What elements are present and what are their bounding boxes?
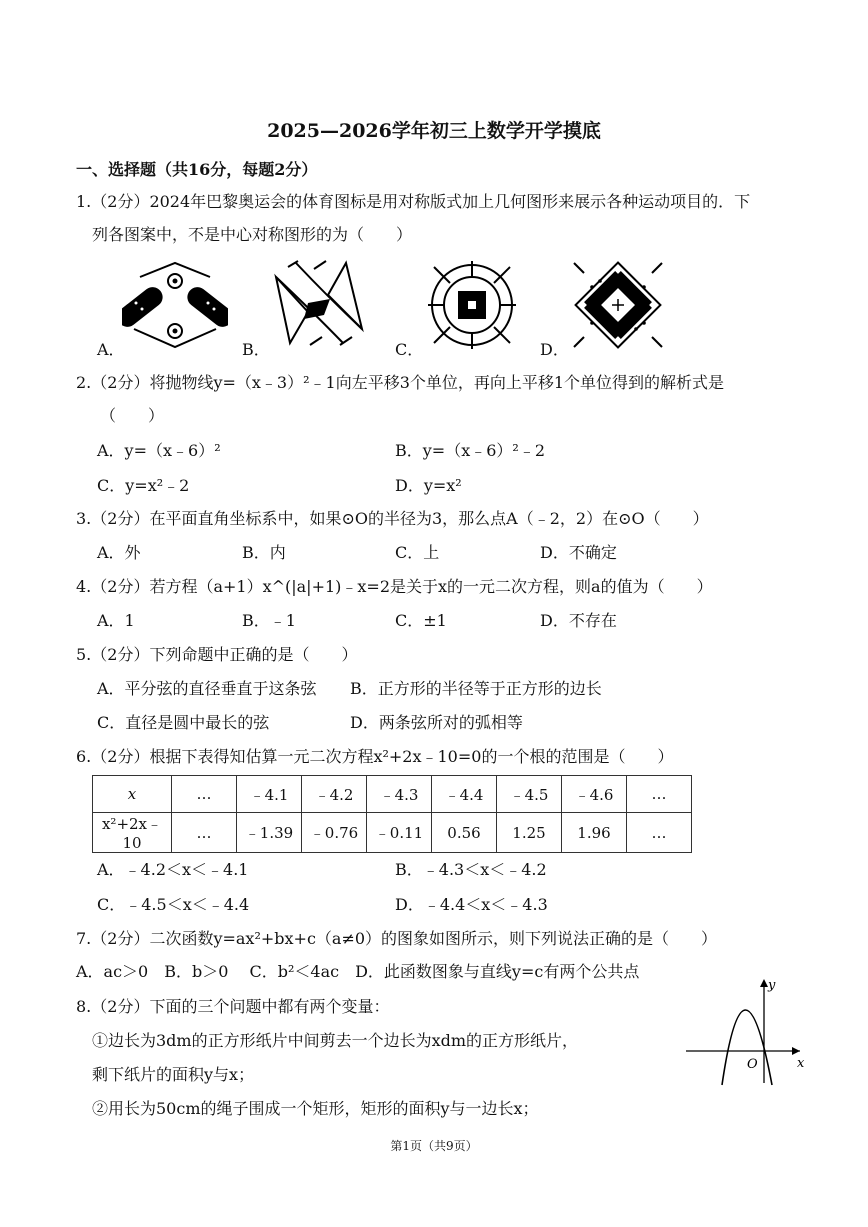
table-cell: ﹣4.5: [497, 776, 562, 813]
q5-stem: 5.（2分）下列命题中正确的是（ ）: [76, 645, 358, 664]
graph-x-label: x: [797, 1056, 805, 1071]
q8-item1-line1: ①边长为3dm的正方形纸片中间剪去一个边长为xdm的正方形纸片，: [92, 1031, 579, 1050]
q1-option-b: B．: [242, 340, 270, 359]
q3-stem: 3.（2分）在平面直角坐标系中，如果⊙O的半径为3，那么点A（﹣2，2）在⊙O（ ）: [76, 509, 709, 528]
table-cell: …: [172, 776, 237, 813]
sailing-icon: [268, 257, 368, 349]
table-cell: 1.96: [562, 813, 627, 853]
q3-option-d: D．不确定: [540, 543, 617, 562]
q4-option-b: B．﹣1: [242, 611, 296, 630]
table-cell: ﹣0.76: [302, 813, 367, 853]
q1-option-c: C．: [395, 340, 424, 359]
q8-item2: ②用长为50cm的绳子围成一个矩形，矩形的面积y与一边长x；: [92, 1099, 539, 1118]
table-cell: ﹣4.4: [432, 776, 497, 813]
q1-stem-line1: 1.（2分）2024年巴黎奥运会的体育图标是用对称版式加上几何图形来展示各种运动项目的．下: [76, 192, 751, 211]
q4-option-a: A．1: [97, 611, 135, 630]
q3-option-c: C．上: [395, 543, 440, 562]
q4-stem: 4.（2分）若方程（a+1）x^(|a|+1)﹣x=2是关于x的一元二次方程，则a的值为（ ）: [76, 577, 713, 596]
table-row: [93, 813, 692, 853]
q8-item1-line2: 剩下纸片的面积y与x；: [92, 1065, 255, 1084]
table-cell: ﹣4.3: [367, 776, 432, 813]
q2-option-d: D．y=x²: [395, 476, 462, 495]
table-cell: ﹣4.2: [302, 776, 367, 813]
table-cell: ﹣0.11: [367, 813, 432, 853]
q5-option-d: D．两条弦所对的弧相等: [350, 713, 523, 732]
q1-option-d: D．: [540, 340, 569, 359]
q6-option-a: A．﹣4.2＜x＜﹣4.1: [97, 860, 249, 879]
graph-origin-label: O: [747, 1057, 758, 1072]
q6-option-c: C．﹣4.5＜x＜﹣4.4: [97, 895, 250, 914]
graph-y-label: y: [768, 978, 776, 993]
q5-option-a: A．平分弦的直径垂直于这条弦: [97, 679, 317, 698]
q1-option-a: A．: [97, 340, 125, 359]
table-cell: ﹣4.6: [562, 776, 627, 813]
q6-value-table: [92, 775, 692, 853]
table-cell: 1.25: [497, 813, 562, 853]
q7-stem: 7.（2分）二次函数y=ax²+bx+c（a≠0）的图象如图所示，则下列说法正确的是（ ）: [76, 929, 718, 948]
section-heading: 一、选择题（共16分，每题2分）: [76, 160, 318, 179]
table-cell: 0.56: [432, 813, 497, 853]
parabola-graph: [684, 975, 810, 1087]
q7-options: A．ac＞0 B．b＞0 C．b²＜4ac D．此函数图象与直线y=c有两个公共点: [76, 962, 640, 981]
q4-option-c: C．±1: [395, 611, 447, 630]
table-cell: ﹣4.1: [237, 776, 302, 813]
skateboard-icon: [122, 259, 228, 351]
climbing-icon: [570, 259, 666, 351]
table-cell: x²+2x﹣10: [93, 813, 172, 853]
table-cell: …: [627, 776, 692, 813]
page-footer: 第1页（共9页）: [390, 1139, 478, 1153]
q6-stem: 6.（2分）根据下表得知估算一元二次方程x²+2x﹣10=0的一个根的范围是（ ）: [76, 747, 674, 766]
q2-stem-line2: （ ）: [100, 406, 165, 425]
q5-option-b: B．正方形的半径等于正方形的边长: [350, 679, 602, 698]
table-cell: …: [172, 813, 237, 853]
table-cell: x: [93, 776, 172, 813]
q3-option-b: B．内: [242, 543, 286, 562]
q2-option-c: C．y=x²﹣2: [97, 476, 190, 495]
q2-option-b: B．y=（x﹣6）²﹣2: [395, 441, 546, 460]
q8-stem: 8.（2分）下面的三个问题中都有两个变量：: [76, 997, 390, 1016]
q6-option-d: D．﹣4.4＜x＜﹣4.3: [395, 895, 548, 914]
table-cell: …: [627, 813, 692, 853]
table-row: [93, 776, 692, 813]
q1-stem-line2: 列各图案中，不是中心对称图形的为（ ）: [92, 225, 413, 244]
page-title: 2025—2026学年初三上数学开学摸底: [267, 120, 601, 142]
q4-option-d: D．不存在: [540, 611, 617, 630]
q2-stem-line1: 2.（2分）将抛物线y=（x﹣3）²﹣1向左平移3个单位，再向上平移1个单位得到的解析式是: [76, 373, 725, 392]
q2-option-a: A．y=（x﹣6）²: [97, 441, 221, 460]
q3-option-a: A．外: [97, 543, 141, 562]
shooting-icon: [424, 259, 520, 351]
q5-option-c: C．直径是圆中最长的弦: [97, 713, 270, 732]
q6-option-b: B．﹣4.3＜x＜﹣4.2: [395, 860, 547, 879]
table-cell: ﹣1.39: [237, 813, 302, 853]
